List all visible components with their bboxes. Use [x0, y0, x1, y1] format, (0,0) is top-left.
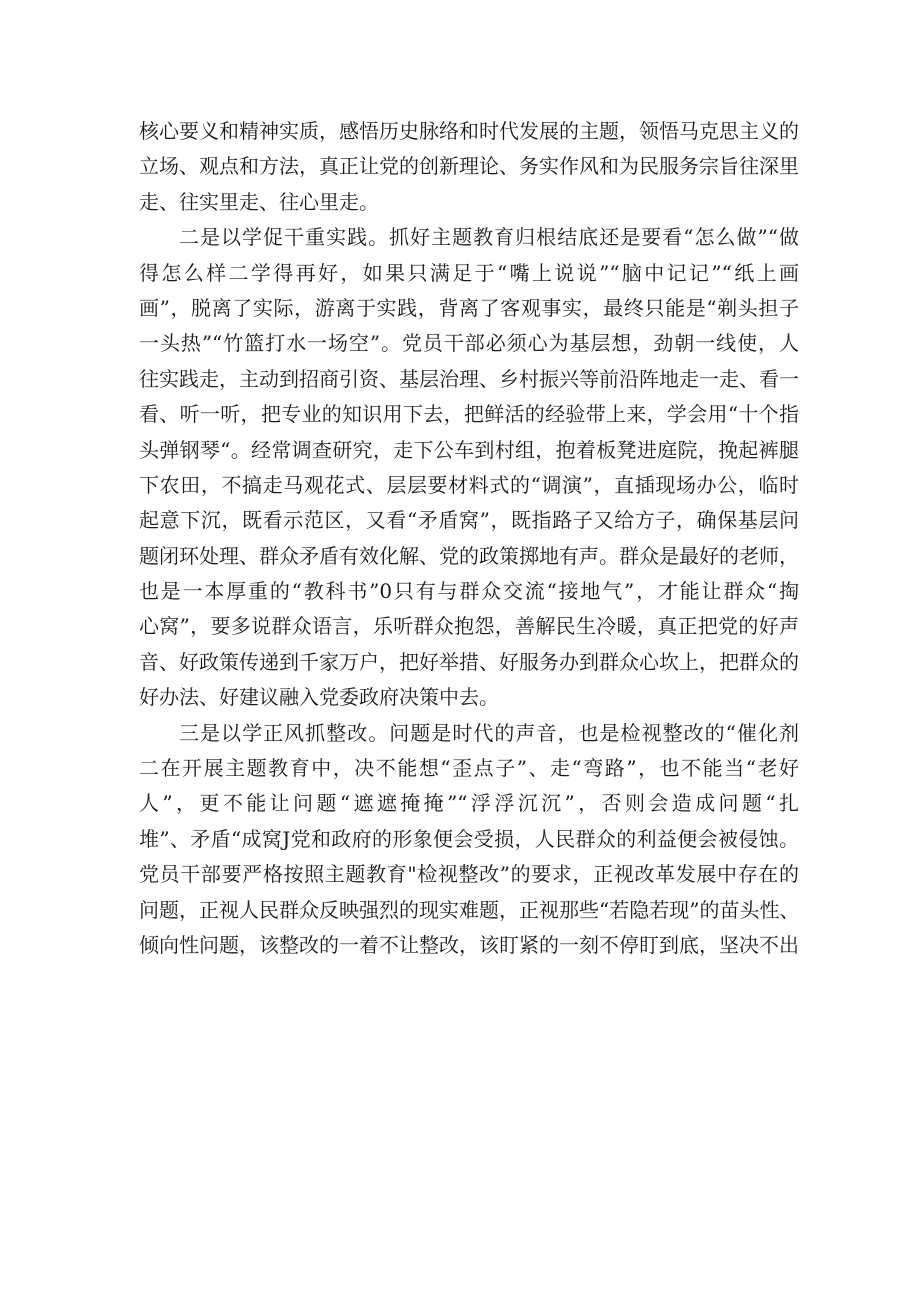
- text-line: 下农田，不搞走马观花式、层层要材料式的“调演”，直插现场办公，临时: [139, 472, 799, 497]
- text-line: 音、好政策传递到千家万户，把好举措、好服务办到群众心坎上，把群众的: [139, 649, 799, 674]
- text-line: 也是一本厚重的“教科书”0只有与群众交流“接地气”，才能让群众“掏: [139, 579, 799, 604]
- text-line: 心窝”，要多说群众语言，乐听群众抱怨，善解民生冷暖，真正把党的好声: [139, 614, 799, 639]
- text-line: 人”，更不能让问题“遮遮掩掩”“浮浮沉沉”，否则会造成问题“扎: [139, 791, 799, 816]
- text-line: 立场、观点和方法，真正让党的创新理论、务实作风和为民服务宗旨往深里: [139, 154, 799, 179]
- text-line: 一头热”“竹篮打水一场空”。党员干部必须心为基层想，劲朝一线使，人: [139, 331, 799, 356]
- text-line: 走、往实里走、往心里走。: [139, 189, 379, 214]
- body-text: [139, 114, 799, 963]
- text-line: 好办法、好建议融入党委政府决策中去。: [139, 685, 499, 710]
- text-line: 画”，脱离了实际，游离于实践，背离了客观事实，最终只能是“剃头担子: [139, 295, 799, 320]
- text-line: 看、听一听，把专业的知识用下去，把鲜活的经验带上来，学会用“十个指: [139, 402, 799, 427]
- text-line: 倾向性问题，该整改的一着不让整改，该盯紧的一刻不停盯到底，坚决不出: [139, 932, 799, 957]
- text-line: 问题，正视人民群众反映强烈的现实难题，正视那些“若隐若现”的苗头性、: [139, 897, 800, 922]
- text-line: 得怎么样二学得再好，如果只满足于“嘴上说说”“脑中记记”“纸上画: [139, 260, 799, 285]
- text-line: 党员干部要严格按照主题教育"检视整改”的要求，正视改革发展中存在的: [139, 862, 799, 887]
- text-line: 起意下沉，既看示范区，又看“矛盾窝”，既指路子又给方子，确保基层问: [139, 508, 799, 533]
- text-line: 二在开展主题教育中，决不能想“歪点子”、走“弯路”，也不能当“老好: [139, 756, 799, 781]
- text-line: 题闭环处理、群众矛盾有效化解、党的政策掷地有声。群众是最好的老师，: [139, 543, 799, 568]
- text-line: 头弹钢琴“。经常调查研究，走下公车到村组，抱着板凳进庭院，挽起裤腿: [139, 437, 799, 462]
- text-line: 堆”、矛盾“成窝J党和政府的形象便会受损，人民群众的利益便会被侵蚀。: [139, 826, 799, 851]
- text-line: 核心要义和精神实质，感悟历史脉络和时代发展的主题，领悟马克思主义的: [139, 119, 799, 143]
- text-line: 往实践走，主动到招商引资、基层治理、乡村振兴等前沿阵地走一走、看一: [139, 366, 799, 391]
- paragraph-start-line: 三是以学正风抓整改。问题是时代的声音，也是检视整改的“催化剂: [179, 720, 799, 745]
- paragraph-start-line: 二是以学促干重实践。抓好主题教育归根结底还是要看“怎么做”“做: [179, 225, 799, 250]
